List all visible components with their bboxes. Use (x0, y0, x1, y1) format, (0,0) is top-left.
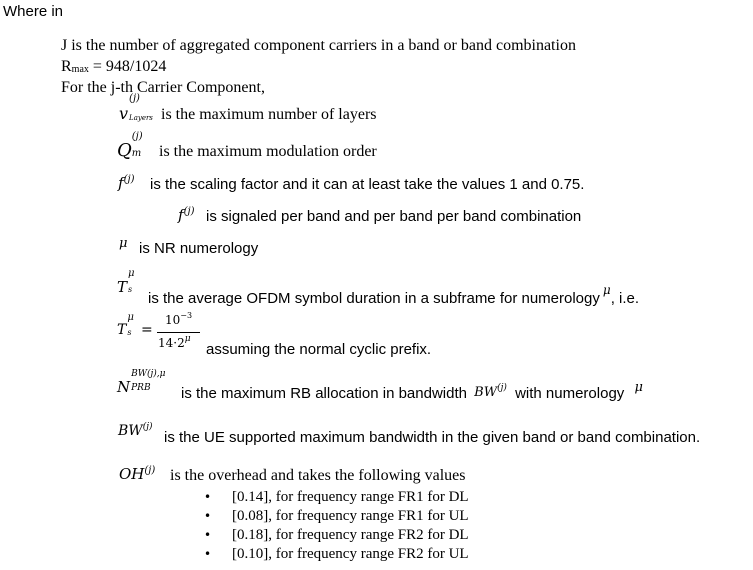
scaling-base: f (118, 174, 124, 192)
modulation-base: Q (117, 140, 132, 161)
mu-symbol: μ (119, 236, 128, 251)
scaling-superscript-2: (j) (183, 206, 195, 217)
ts-denominator (158, 336, 191, 350)
modulation-symbol: Q (j) m (117, 131, 143, 161)
ts-num-base: 10 (165, 313, 181, 327)
layers-description: is the maximum number of layers (161, 106, 377, 123)
ts-text: is the average OFDM symbol duration in a subframe for numerology (148, 290, 600, 307)
ts-formula-symbol: T μ s (117, 312, 134, 338)
layers-base: v (119, 104, 129, 123)
nprb-bw-base: BW (474, 385, 498, 400)
ts-den-exp: μ (184, 334, 191, 344)
oh-value-item: [0.08], for frequency range FR1 for UL (232, 508, 469, 524)
bw-symbol (118, 423, 153, 439)
oh-base: OH (119, 465, 145, 483)
list-bullet: • (204, 528, 212, 542)
oh-value-item: [0.14], for frequency range FR1 for DL (232, 489, 469, 505)
ts-ie: , i.e. (610, 290, 640, 307)
nprb-bw-superscript: (j) (497, 383, 507, 393)
scaling-signaled-description: is signaled per band and per band per band combination (206, 208, 582, 225)
ts-numerator (165, 313, 192, 327)
oh-value-item: [0.10], for frequency range FR2 for UL (232, 546, 469, 562)
layers-symbol: v (j) Layers (119, 93, 153, 123)
modulation-description: is the maximum modulation order (159, 143, 377, 160)
nprb-symbol: N BW(j),μ PRB (117, 369, 166, 396)
ts-assumption: assuming the normal cyclic prefix. (206, 341, 432, 358)
list-bullet: • (204, 490, 212, 504)
scaling-symbol (118, 174, 134, 192)
nprb-description (181, 380, 643, 402)
nprb-base: N (117, 378, 131, 396)
rmax-symbol: R (61, 58, 72, 75)
oh-symbol (119, 465, 155, 483)
heading: Where in (3, 3, 64, 20)
bw-description: is the UE supported maximum bandwidth in the given band or band combination. (164, 429, 701, 446)
ts-equals: = (141, 322, 153, 338)
scaling-symbol-2 (178, 206, 194, 224)
nprb-text: is the maximum RB allocation in bandwidth (181, 385, 467, 402)
ts-mu: μ (602, 283, 611, 297)
scaling-superscript: (j) (123, 174, 135, 185)
bw-superscript: (j) (142, 422, 153, 432)
bw-base: BW (118, 423, 143, 439)
ts-den-base: 14·2 (158, 336, 185, 350)
nprb-with: with numerology (515, 385, 625, 402)
list-bullet: • (204, 547, 212, 561)
j-definition: J is the number of aggregated component carriers in a band or band combination (61, 37, 576, 54)
ts-formula-base: T (117, 322, 127, 338)
oh-superscript: (j) (144, 465, 156, 476)
ts-base: T (117, 278, 128, 296)
list-bullet: • (204, 509, 212, 523)
rmax-subscript: max (71, 64, 89, 75)
nprb-mu: μ (634, 380, 643, 395)
ts-description (148, 283, 640, 307)
nprb-bw-symbol (474, 385, 507, 400)
for-jth-line: For the j-th Carrier Component, (61, 79, 265, 96)
scaling-base-2: f (178, 206, 184, 224)
mu-description: is NR numerology (139, 240, 259, 257)
oh-description: is the overhead and takes the following values (170, 467, 466, 484)
ts-symbol: T μ s (117, 268, 135, 296)
rmax-line (61, 58, 166, 76)
rmax-value: = 948/1024 (88, 58, 167, 75)
scaling-description: is the scaling factor and it can at least take the values 1 and 0.75. (150, 176, 585, 193)
oh-value-item: [0.18], for frequency range FR2 for DL (232, 527, 469, 543)
fraction-bar (157, 332, 200, 333)
ts-num-exp: −3 (180, 311, 193, 320)
